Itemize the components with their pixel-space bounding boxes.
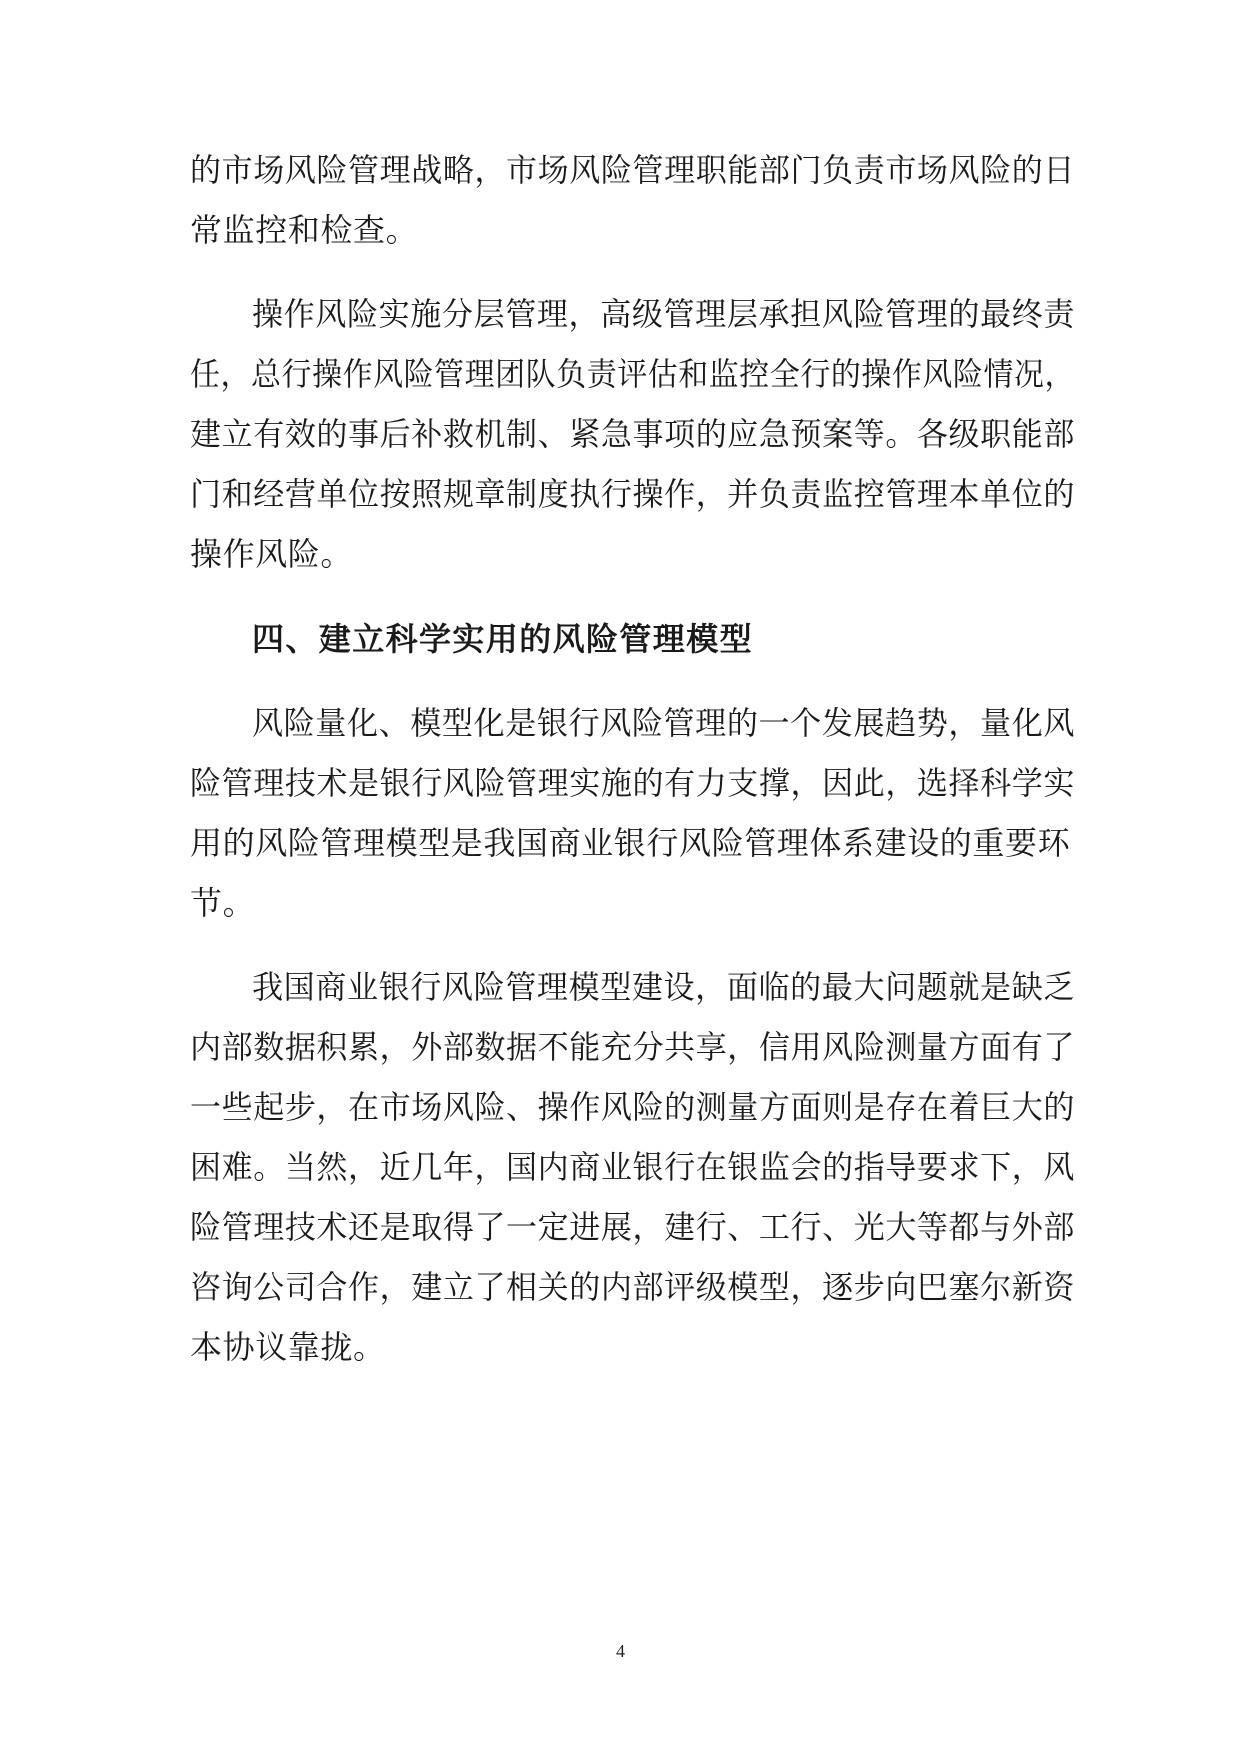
- paragraph-3-line-4: 节。: [190, 884, 256, 922]
- paragraph-4-line-6: 咨询公司合作，建立了相关的内部评级模型，逐步向巴塞尔新资: [190, 1268, 1075, 1306]
- paragraph-2-line-5: 操作风险。: [190, 535, 354, 573]
- page-number: 4: [616, 1641, 625, 1661]
- paragraph-2-line-4: 门和经营单位按照规章制度执行操作，并负责监控管理本单位的: [190, 475, 1075, 513]
- paragraph-1-line-2: 常监控和检查。: [190, 211, 419, 249]
- paragraph-4-line-1: 我国商业银行风险管理模型建设，面临的最大问题就是缺乏: [252, 968, 1076, 1006]
- paragraph-3-line-1: 风险量化、模型化是银行风险管理的一个发展趋势，量化风: [252, 704, 1076, 742]
- paragraph-1-line-1: 的市场风险管理战略，市场风险管理职能部门负责市场风险的日: [190, 151, 1075, 189]
- paragraph-3-line-2: 险管理技术是银行风险管理实施的有力支撑，因此，选择科学实: [190, 764, 1075, 802]
- paragraph-2-line-1: 操作风险实施分层管理，高级管理层承担风险管理的最终责: [252, 295, 1076, 333]
- paragraph-4-line-7: 本协议靠拢。: [190, 1328, 386, 1366]
- paragraph-4-line-5: 险管理技术还是取得了一定进展，建行、工行、光大等都与外部: [190, 1208, 1075, 1246]
- paragraph-2-line-3: 建立有效的事后补救机制、紧急事项的应急预案等。各级职能部: [190, 415, 1075, 453]
- section-heading: 四、建立科学实用的风险管理模型: [252, 620, 754, 658]
- paragraph-4-line-2: 内部数据积累，外部数据不能充分共享，信用风险测量方面有了: [190, 1028, 1075, 1066]
- paragraph-2-line-2: 任，总行操作风险管理团队负责评估和监控全行的操作风险情况，: [190, 355, 1075, 393]
- paragraph-4-line-3: 一些起步，在市场风险、操作风险的测量方面则是存在着巨大的: [190, 1088, 1075, 1126]
- paragraph-4-line-4: 困难。当然，近几年，国内商业银行在银监会的指导要求下，风: [190, 1148, 1075, 1186]
- paragraph-3-line-3: 用的风险管理模型是我国商业银行风险管理体系建设的重要环: [190, 824, 1071, 862]
